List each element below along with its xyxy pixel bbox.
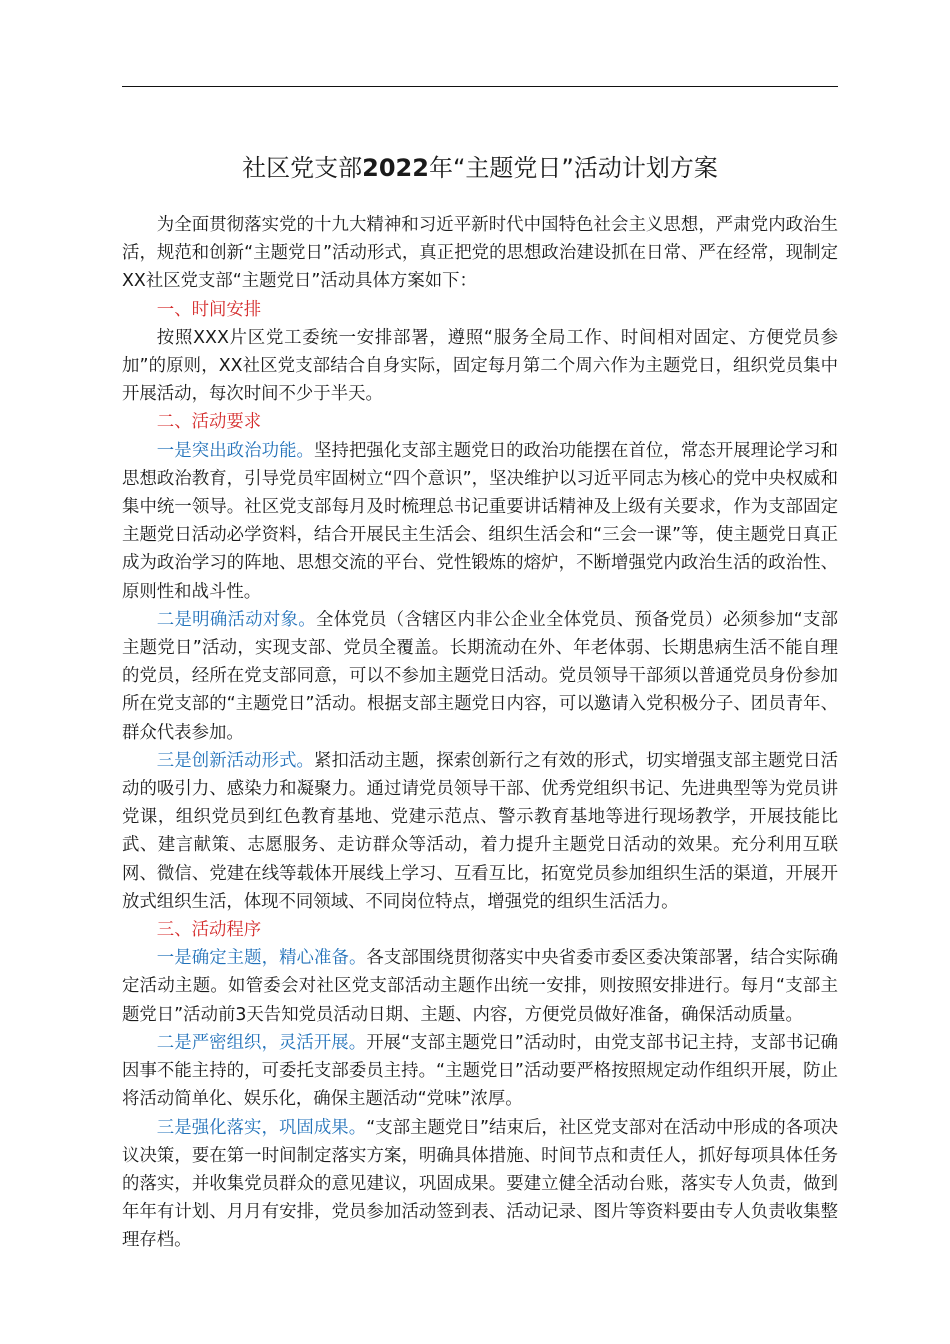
procedure-text: 各支部围绕贯彻落实中央省委市委区委决策部署，结合实际确定活动主题。如管委会对社区党支部活动主题作出统一安排，则按照安排进行。每月“支部主题党日”活动前3天告知党员活动日期、主题、内容，方便党员做好准备，确保活动质量。	[122, 948, 838, 1025]
procedure-lead: 三是强化落实，巩固成果。	[156, 1117, 367, 1138]
section-heading-procedure: 三、活动程序	[156, 920, 262, 941]
procedure-paragraph	[122, 1114, 838, 1255]
procedure-paragraph	[122, 944, 838, 1029]
header-rule	[122, 86, 838, 87]
title-post: 年“主题党日”活动计划方案	[428, 154, 718, 182]
requirement-paragraph	[122, 747, 838, 916]
procedure-text: “支部主题党日”结束后，社区党支部对在活动中形成的各项决议决策，要在第一时间制定落实方案，明确具体措施、时间节点和责任人，抓好每项具体任务的落实，并收集党员群众的意见建议，巩固成果。要建立健全活动台账，落实专人负责，做到年年有计划、月月有安排，党员参加活动签到表、活动记录、图片等资料要由专人负责收集整理存档。	[122, 1117, 838, 1251]
requirement-lead: 三是创新活动形式。	[156, 750, 315, 771]
requirement-text: 坚持把强化支部主题党日的政治功能摆在首位，常态开展理论学习和思想政治教育，引导党员牢固树立“四个意识”，坚决维护以习近平同志为核心的党中央权威和集中统一领导。社区党支部每月及时梳理总书记重要讲话精神及上级有关要求，作为支部固定主题党日活动必学资料，结合开展民主生活会、组织生活会和“三会一课”等，使主题党日真正成为政治学习的阵地、思想交流的平台、党性锻炼的熔炉，不断增强党内政治生活的政治性、原则性和战斗性。	[122, 440, 838, 602]
requirement-lead: 二是明确活动对象。	[156, 609, 316, 630]
requirement-text: 紧扣活动主题，探索创新行之有效的形式，切实增强支部主题党日活动的吸引力、感染力和凝聚力。通过请党员领导干部、优秀党组织书记、先进典型等为党员讲党课，组织党员到红色教育基地、党建示范点、警示教育基地等进行现场教学，开展技能比武、建言献策、志愿服务、走访群众等活动，着力提升主题党日活动的效果。充分利用互联网、微信、党建在线等载体开展线上学习、互看互比，拓宽党员参加组织生活的渠道，开展开放式组织生活，体现不同领域、不同岗位特点，增强党的组织生活活力。	[122, 750, 838, 912]
title-year: 2022	[362, 154, 429, 182]
requirement-text: 全体党员（含辖区内非公企业全体党员、预备党员）必须参加“支部主题党日”活动，实现支部、党员全覆盖。长期流动在外、年老体弱、长期患病生活不能自理的党员，经所在党支部同意，可以不参加主题党日活动。党员领导干部须以普通党员身份参加所在党支部的“主题党日”活动。根据支部主题党日内容，可以邀请入党积极分子、团员青年、群众代表参加。	[122, 609, 838, 743]
section-heading-requirements: 二、活动要求	[156, 412, 262, 433]
document-body	[122, 211, 838, 1255]
procedure-lead: 一是确定主题，精心准备。	[156, 948, 367, 969]
section-heading-time: 一、时间安排	[156, 299, 262, 320]
document-title	[122, 150, 838, 186]
procedure-paragraph	[122, 1029, 838, 1114]
requirement-paragraph	[122, 437, 838, 606]
time-paragraph: 按照XXX片区党工委统一安排部署，遵照“服务全局工作、时间相对固定、方便党员参加”的原则，XX社区党支部结合自身实际，固定每月第二个周六作为主题党日，组织党员集中开展活动，每次时间不少于半天。	[122, 327, 838, 405]
intro-paragraph: 为全面贯彻落实党的十九大精神和习近平新时代中国特色社会主义思想，严肃党内政治生活，规范和创新“主题党日”活动形式，真正把党的思想政治建设抓在日常、严在经常，现制定XX社区党支部“主题党日”活动具体方案如下：	[122, 215, 838, 292]
procedure-lead: 二是严密组织，灵活开展。	[156, 1032, 367, 1053]
requirement-lead: 一是突出政治功能。	[156, 440, 315, 461]
title-pre: 社区党支部	[242, 154, 363, 182]
requirement-paragraph	[122, 606, 838, 747]
procedure-text: 开展“支部主题党日”活动时，由党支部书记主持，支部书记确因事不能主持的，可委托支部委员主持。“主题党日”活动要严格按照规定动作组织开展，防止将活动简单化、娱乐化，确保主题活动“党味”浓厚。	[122, 1032, 838, 1110]
